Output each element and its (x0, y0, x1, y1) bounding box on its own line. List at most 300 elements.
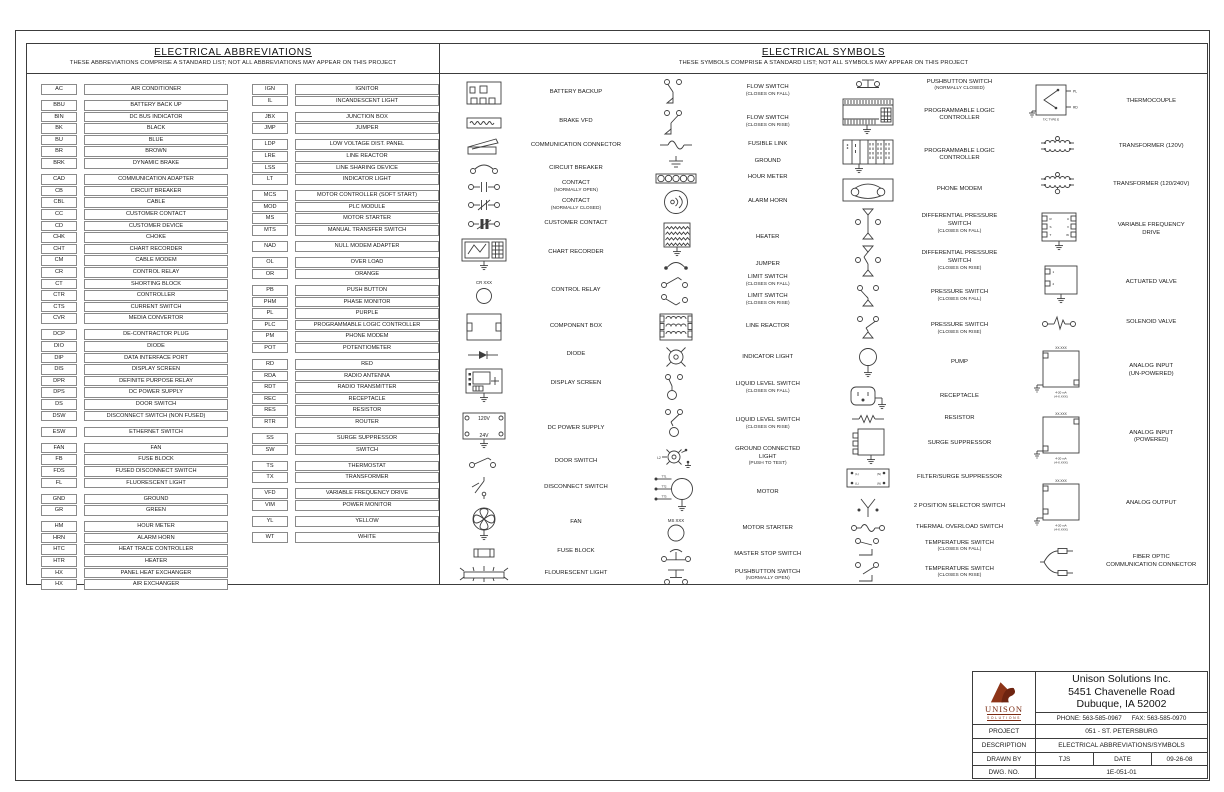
filter-surge-suppressor-icon (824, 464, 912, 492)
abbrev-row (41, 313, 228, 324)
symbol-label: ANALOG INPUT (1129, 429, 1174, 436)
svg-text:4-20 mA: 4-20 mA (1055, 390, 1068, 395)
abbrev-row (252, 213, 439, 224)
abbrev-row (252, 433, 439, 444)
symbol-label: ALARM HORN (748, 198, 788, 205)
abbrev-code: IL (252, 96, 288, 107)
symbol-label-line2: DRIVE (1142, 230, 1161, 237)
communication-connector-icon (440, 135, 528, 157)
symbol-label-group (1103, 430, 1207, 445)
drawn-by-label: DRAWN BY (986, 755, 1022, 763)
abbrev-code: FDS (41, 466, 77, 477)
abbrev-row (41, 209, 228, 220)
abbrev-code: OL (252, 257, 288, 268)
abbrev-code: PL (252, 308, 288, 319)
symbol-label-group (720, 115, 824, 129)
abbrev-description: WHITE (295, 532, 439, 543)
symbol-label-group (912, 540, 1016, 554)
abbrev-description: INDICATOR LIGHT (295, 174, 439, 185)
abbrev-code: WT (252, 532, 288, 543)
abbrev-code: GND (41, 494, 77, 505)
abbrev-row (41, 158, 228, 169)
symbol-label: FIBER OPTIC (1132, 553, 1170, 560)
symbol-label-group (720, 381, 824, 395)
abbrev-description: AIR EXCHANGER (84, 579, 228, 590)
jumper-icon (632, 258, 720, 272)
symbol-label-group (528, 287, 632, 295)
svg-text:T: T (1049, 233, 1052, 238)
symbol-label-group (720, 446, 824, 468)
symbol-label: JUMPER (755, 260, 780, 267)
disconnect-switch-icon (440, 474, 528, 500)
brake-vfd-icon (440, 113, 528, 131)
symbol-column (632, 74, 824, 588)
pump-icon (824, 346, 912, 380)
abbrev-code: DPR (41, 376, 77, 387)
abbrev-row (41, 399, 228, 410)
abbrev-description: CONTROL RELAY (84, 267, 228, 278)
symbol-label-group (528, 323, 632, 331)
abbrev-code: RDA (252, 371, 288, 382)
svg-text:T/C TYPE E: T/C TYPE E (1043, 117, 1060, 122)
abbrev-row (252, 320, 439, 331)
abbrev-description: YELLOW (295, 516, 439, 527)
symbol-label: FUSE BLOCK (557, 548, 595, 555)
symbol-label: THERMOCOUPLE (1126, 98, 1177, 105)
svg-text:U: U (1067, 217, 1070, 222)
abbrev-code: IGN (252, 84, 288, 95)
abbreviations-header (27, 44, 439, 74)
abbrev-code: VIM (252, 500, 288, 511)
symbol-row (632, 153, 824, 171)
abbrev-code: ESW (41, 427, 77, 438)
symbol-row (824, 243, 1016, 279)
abbrev-description: DISPLAY SCREEN (84, 364, 228, 375)
liquid-level-switch-fall-icon (632, 371, 720, 405)
abbrev-description: COMMUNICATION ADAPTER (84, 174, 228, 185)
abbrev-description: PHASE MONITOR (295, 297, 439, 308)
vfd-box-icon (1015, 209, 1103, 251)
abbrev-code: BK (41, 123, 77, 134)
fan-icon (440, 505, 528, 541)
symbol-row (440, 407, 632, 449)
abbrev-row (41, 244, 228, 255)
abbrev-description: AIR CONDITIONER (84, 84, 228, 95)
alarm-horn-icon (632, 186, 720, 218)
symbol-row (632, 291, 824, 309)
symbol-row (632, 171, 824, 185)
abbrev-description: CHOKE (84, 232, 228, 243)
symbol-label: THERMAL OVERLOAD SWITCH (915, 523, 1004, 530)
svg-text:2: 2 (1052, 281, 1055, 286)
symbol-row (824, 95, 1016, 135)
abbrev-row (252, 532, 439, 543)
symbol-label-group (528, 142, 632, 150)
symbol-label-group (912, 289, 1016, 303)
symbol-label-group (720, 354, 824, 362)
company-fax: FAX: 563-585-0970 (1131, 715, 1187, 722)
abbrev-code: FL (41, 478, 77, 489)
abbrev-description: LINE REACTOR (295, 151, 439, 162)
symbol-label: CUSTOMER CONTACT (544, 220, 608, 226)
abbrev-row (252, 285, 439, 296)
abbrev-code: TS (252, 461, 288, 472)
abbrev-description: RADIO ANTENNA (295, 371, 439, 382)
symbol-sublabel: (CLOSES ON RISE) (745, 300, 790, 306)
surge-suppressor-icon (824, 425, 912, 463)
symbol-label-group (912, 108, 1016, 123)
company-name: Unison Solutions Inc. (1072, 673, 1171, 685)
indicator-light-icon (632, 344, 720, 370)
abbrev-group (252, 190, 439, 235)
abbrev-row (41, 186, 228, 197)
abbrev-code: SS (252, 433, 288, 444)
abbrev-row (252, 472, 439, 483)
symbol-label: GROUND (754, 157, 781, 164)
symbol-sublabel: (CLOSES ON RISE) (745, 122, 790, 128)
symbol-row (440, 545, 632, 559)
heater-icon (632, 219, 720, 257)
abbrev-row (252, 359, 439, 370)
symbol-label: LIQUID LEVEL SWITCH (735, 381, 800, 388)
temp-switch-fall-icon (824, 535, 912, 559)
svg-text:24V: 24V (479, 433, 489, 440)
abbrev-code: CM (41, 255, 77, 266)
symbol-label: PROGRAMMABLE LOGIC (924, 107, 995, 114)
abbrev-row (252, 123, 439, 134)
symbol-label-group (720, 525, 824, 533)
description-label: DESCRIPTION (981, 742, 1027, 749)
abbrev-row (41, 221, 228, 232)
abbrev-code: FAN (41, 443, 77, 454)
symbol-label-group (720, 84, 824, 98)
svg-text:RD: RD (1073, 105, 1079, 110)
abbrev-group (252, 433, 439, 455)
abbrev-code: DSW (41, 411, 77, 422)
abbrev-row (41, 302, 228, 313)
symbol-label-group (912, 79, 1016, 93)
abbrev-code: GR (41, 505, 77, 516)
symbol-label: 2 POSITION SELECTOR SWITCH (913, 502, 1006, 509)
symbol-label: MOTOR STARTER (742, 525, 793, 532)
abbrev-description: CURRENT SWITCH (84, 302, 228, 313)
symbol-label: DIODE (566, 350, 586, 357)
svg-text:XX.XXX: XX.XXX (1055, 479, 1068, 484)
svg-text:4-20 mA: 4-20 mA (1055, 523, 1068, 528)
abbrev-code: BRK (41, 158, 77, 169)
project-value: 051 - ST. PETERSBURG (1035, 725, 1207, 738)
svg-text:120V: 120V (478, 416, 490, 423)
symbol-label-group (912, 566, 1016, 580)
symbol-sublabel: (CLOSES ON RISE) (937, 573, 982, 579)
abbrev-description: SURGE SUPPRESSOR (295, 433, 439, 444)
symbol-label-group (912, 440, 1016, 448)
abbrev-row (41, 544, 228, 555)
symbol-label-line2: LIGHT (759, 453, 777, 460)
svg-text:MS XXX: MS XXX (667, 518, 684, 524)
abbrev-code: CR (41, 267, 77, 278)
abbrev-code: CB (41, 186, 77, 197)
thermocouple-icon (1015, 81, 1103, 123)
abbrev-row (252, 417, 439, 428)
symbol-sublabel: (CLOSES ON FALL) (937, 228, 982, 234)
abbrev-row (41, 568, 228, 579)
abbrev-code: AC (41, 84, 77, 95)
symbol-sublabel: (CLOSES ON FALL) (745, 281, 790, 287)
selector-switch-icon (824, 493, 912, 521)
abbrev-description: PROGRAMMABLE LOGIC CONTROLLER (295, 320, 439, 331)
symbol-label-group (912, 524, 1016, 532)
symbol-row (440, 180, 632, 194)
symbol-label-group (720, 551, 824, 559)
symbol-label: LIQUID LEVEL SWITCH (735, 416, 800, 423)
abbrev-code: HM (41, 521, 77, 532)
abbrev-column (252, 84, 439, 595)
limit-switch-fall-icon (632, 272, 720, 290)
symbol-row (824, 381, 1016, 413)
abbrev-code: VFD (252, 488, 288, 499)
symbol-label: MOTOR (756, 488, 779, 495)
symbol-label-group (912, 393, 1016, 401)
abbrev-description: CUSTOMER CONTACT (84, 209, 228, 220)
abbrev-row (41, 427, 228, 438)
abbrev-description: MANUAL TRANSFER SWITCH (295, 225, 439, 236)
abbrev-description: RESISTOR (295, 405, 439, 416)
symbol-row (824, 522, 1016, 534)
dc-power-supply-icon (440, 407, 528, 449)
plc-1-icon (824, 95, 912, 135)
svg-text:(L): (L) (854, 471, 859, 476)
symbol-row (1015, 209, 1207, 251)
abbrev-description: RADIO TRANSMITTER (295, 382, 439, 393)
symbol-label: GROUND CONNECTED (735, 445, 801, 452)
symbol-label-group (1103, 143, 1207, 151)
abbreviations-title: ELECTRICAL ABBREVIATIONS (154, 47, 312, 58)
abbrev-group (41, 494, 228, 516)
symbol-row (632, 219, 824, 257)
abbrev-code: CVR (41, 313, 77, 324)
svg-text:(4-X.XXX): (4-X.XXX) (1054, 460, 1069, 465)
symbol-label: PRESSURE SWITCH (930, 289, 989, 296)
abbrev-row (41, 279, 228, 290)
abbrev-description: BROWN (84, 146, 228, 157)
symbol-row (824, 76, 1016, 94)
abbrev-row (41, 478, 228, 489)
abbrev-description: DISCONNECT SWITCH (NON FUSED) (84, 411, 228, 422)
customer-contact-icon (440, 217, 528, 231)
abbrev-row (41, 135, 228, 146)
logo-wordmark: UNISON (984, 703, 1024, 714)
symbol-label-group (720, 569, 824, 583)
symbol-row (1015, 81, 1207, 123)
abbrev-description: JUMPER (295, 123, 439, 134)
abbrev-group (252, 285, 439, 354)
svg-text:TT2: TT2 (661, 484, 667, 489)
abbrev-code: MOD (252, 202, 288, 213)
resistor-icon (824, 414, 912, 424)
abbrev-row (41, 329, 228, 340)
diff-pressure-rise-icon (824, 243, 912, 279)
abbrev-row (252, 112, 439, 123)
svg-text:XX.XXX: XX.XXX (1055, 345, 1068, 350)
abbrev-code: OR (252, 269, 288, 280)
symbol-label: FLOW SWITCH (746, 84, 789, 91)
symbol-label: PRESSURE SWITCH (930, 322, 989, 329)
symbol-label-group (528, 220, 632, 228)
abbrev-group (252, 139, 439, 184)
symbol-label: DISCONNECT SWITCH (544, 483, 608, 490)
abbrev-code: CTS (41, 302, 77, 313)
abbrev-row (41, 364, 228, 375)
symbols-title: ELECTRICAL SYMBOLS (761, 47, 886, 58)
symbol-label: PUSHBUTTON SWITCH (735, 568, 801, 575)
symbol-label: PROGRAMMABLE LOGIC (924, 147, 995, 154)
abbrev-code: DIO (41, 341, 77, 352)
symbol-label-line2: COMMUNICATION CONNECTOR (1106, 561, 1197, 568)
symbol-row (440, 564, 632, 584)
diode-icon (440, 349, 528, 361)
symbol-label-group (1103, 98, 1207, 106)
symbol-row (440, 310, 632, 344)
abbrev-description: PLC MODULE (295, 202, 439, 213)
abbrev-code: RDT (252, 382, 288, 393)
abbrev-row (252, 500, 439, 511)
abbrev-column (41, 84, 228, 595)
symbol-label-group (720, 293, 824, 307)
symbol-row (440, 78, 632, 108)
symbol-label: LIMIT SWITCH (747, 293, 788, 300)
symbol-row (1015, 170, 1207, 198)
abbrev-description: CABLE MODEM (84, 255, 228, 266)
abbrev-description: HEATER (84, 556, 228, 567)
svg-text:S: S (1049, 225, 1052, 230)
abbrev-group (41, 100, 228, 169)
abbrev-group (252, 359, 439, 428)
symbol-label-group (528, 484, 632, 492)
symbol-row (1015, 262, 1207, 304)
symbol-sublabel: (CLOSES ON FALL) (937, 547, 982, 553)
svg-text:V: V (1067, 225, 1070, 230)
abbrev-code: PM (252, 331, 288, 342)
symbol-label: ANALOG OUTPUT (1126, 500, 1177, 507)
abbrev-row (252, 202, 439, 213)
symbol-sublabel: (CLOSES ON RISE) (937, 265, 982, 271)
abbrev-row (41, 521, 228, 532)
symbol-sublabel: (CLOSES ON FALL) (937, 296, 982, 302)
abbrev-row (41, 232, 228, 243)
svg-text:TT1: TT1 (661, 474, 667, 479)
abbrev-row (252, 371, 439, 382)
abbrev-code: DPS (41, 387, 77, 398)
abbrev-row (252, 241, 439, 252)
symbol-label-group (912, 322, 1016, 336)
circuit-breaker-icon (440, 162, 528, 176)
abbrev-group (252, 257, 439, 279)
abbrev-description: LOW VOLTAGE DIST. PANEL (295, 139, 439, 150)
liquid-level-switch-rise-icon (632, 406, 720, 442)
abbrev-row (41, 341, 228, 352)
symbol-label: CONTACT (561, 180, 590, 187)
abbrev-row (252, 151, 439, 162)
symbol-row (632, 371, 824, 405)
door-switch-icon (440, 454, 528, 470)
symbol-row (1015, 134, 1207, 160)
svg-text:W: W (1066, 233, 1070, 238)
display-screen-icon (440, 365, 528, 403)
abbrev-description: CUSTOMER DEVICE (84, 221, 228, 232)
abbrev-group (41, 84, 228, 95)
abbrev-description: DYNAMIC BRAKE (84, 158, 228, 169)
abbrev-description: RECEPTACLE (295, 394, 439, 405)
abbrev-description: RED (295, 359, 439, 370)
abbrev-code: HX (41, 579, 77, 590)
abbrev-description: CABLE (84, 197, 228, 208)
abbrev-description: LINE SHARING DEVICE (295, 163, 439, 174)
symbol-label-group (528, 519, 632, 527)
svg-text:R: R (1049, 217, 1053, 222)
analog-input-powered-icon (1015, 409, 1103, 465)
symbol-row (1015, 409, 1207, 465)
abbrev-description: BLACK (84, 123, 228, 134)
actuated-valve-icon (1015, 262, 1103, 304)
ground-connected-light-icon (632, 443, 720, 471)
symbol-label-group (720, 234, 824, 242)
abbrev-description: SWITCH (295, 445, 439, 456)
abbrev-code: CT (41, 279, 77, 290)
abbrev-code: CHT (41, 244, 77, 255)
symbol-label-group (912, 474, 1016, 482)
abbrev-code: FB (41, 454, 77, 465)
abbrev-group (252, 516, 439, 527)
symbol-sublabel: (NORMALLY OPEN) (745, 576, 790, 582)
symbol-label-group (528, 570, 632, 578)
date-value: 09-26-08 (1151, 753, 1207, 765)
symbol-row (824, 136, 1016, 174)
symbol-label: FILTER/SURGE SUPPRESSOR (916, 473, 1002, 480)
symbol-label: CONTACT (561, 198, 590, 205)
contact-nc-icon (440, 198, 528, 212)
symbol-label: PUMP (950, 359, 968, 366)
company-info (1035, 672, 1207, 724)
svg-text:L2: L2 (657, 455, 661, 460)
symbol-label-group (528, 180, 632, 194)
symbol-row (440, 474, 632, 500)
symbol-label-group (720, 323, 824, 331)
title-block (972, 671, 1208, 779)
symbols-subtitle: THESE SYMBOLS COMPRISE A STANDARD LIST; NOT ALL SYMBOLS MAY APPEAR ON THIS PROJECT (678, 59, 969, 66)
abbrev-row (252, 84, 439, 95)
solenoid-valve-icon (1015, 314, 1103, 332)
abbrev-row (252, 343, 439, 354)
abbrev-description: SHORTING BLOCK (84, 279, 228, 290)
abbrev-code: LT (252, 174, 288, 185)
symbol-column (440, 74, 632, 588)
symbol-sublabel: (NORMALLY OPEN) (553, 187, 598, 193)
abbrev-description: DIODE (84, 341, 228, 352)
abbrev-row (41, 146, 228, 157)
abbrev-description: IGNITOR (295, 84, 439, 95)
symbol-row (440, 349, 632, 361)
dwg-no-value: 1E-051-01 (1035, 766, 1207, 778)
symbols-table (440, 74, 1207, 588)
abbrev-group (252, 241, 439, 252)
symbol-row (440, 135, 632, 157)
symbol-sublabel: (CLOSES ON RISE) (937, 329, 982, 335)
abbrev-row (41, 505, 228, 516)
symbol-row (1015, 314, 1207, 332)
pushbutton-nc-icon (824, 76, 912, 94)
abbrev-row (41, 267, 228, 278)
